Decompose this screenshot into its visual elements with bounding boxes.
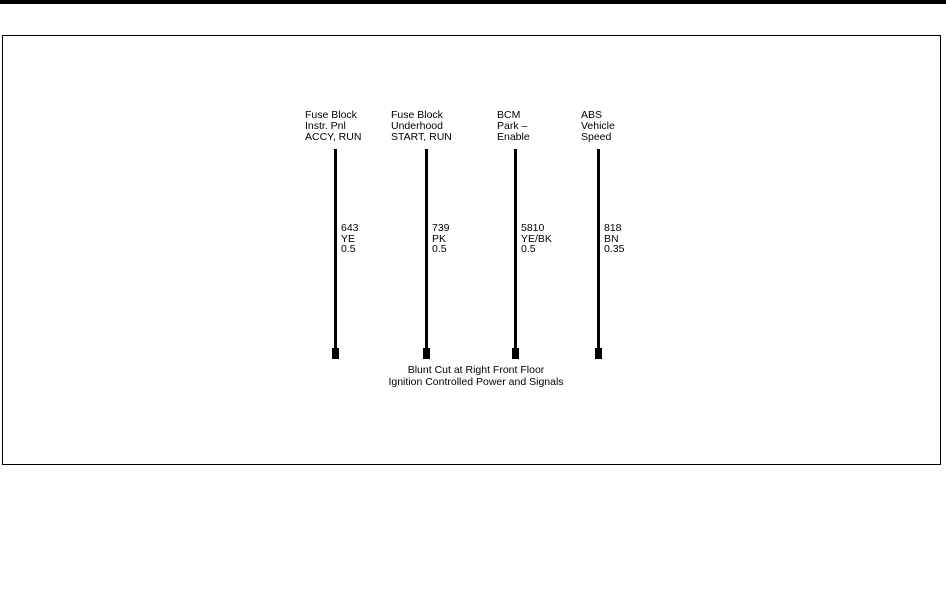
diagram-caption [376, 365, 576, 388]
circuit-2-wire-info [432, 223, 450, 255]
circuit-2-wire [425, 149, 428, 349]
circuit-2-source-line-1: Fuse Block [391, 109, 443, 121]
circuit-3-wire-info [521, 223, 552, 255]
circuit-3-source-line-1: BCM [497, 109, 521, 121]
circuit-3-number: 5810 [521, 222, 545, 234]
top-rule [0, 0, 946, 4]
circuit-1-number: 643 [341, 222, 359, 234]
circuit-3-size: 0.5 [521, 243, 536, 255]
circuit-1-color: YE [341, 232, 356, 245]
circuit-2-number: 739 [432, 222, 450, 234]
caption-line-1: Blunt Cut at Right Front Floor [407, 364, 545, 376]
circuit-1-source-line-2: Instr. Pnl [305, 120, 346, 132]
circuit-2-color: PK [432, 232, 447, 245]
circuit-4-terminal [595, 348, 602, 359]
circuit-1-size: 0.5 [341, 243, 356, 255]
circuit-2-size: 0.5 [432, 243, 447, 255]
circuit-4-number: 818 [604, 222, 622, 234]
circuit-4-wire-info [604, 223, 624, 255]
circuit-2-terminal [423, 348, 430, 359]
circuit-1-wire-info [341, 223, 359, 255]
circuit-4-wire [597, 149, 600, 349]
circuit-3-wire [514, 149, 517, 349]
circuit-4-color: BN [604, 232, 619, 245]
circuit-4-source-label [581, 110, 615, 143]
circuit-4-source-line-1: ABS [581, 109, 603, 121]
circuit-1-wire [334, 149, 337, 349]
circuit-3-terminal [512, 348, 519, 359]
circuit-2-source-line-3: START, RUN [391, 131, 452, 143]
circuit-2-source-line-2: Underhood [391, 120, 443, 132]
diagram-frame [2, 35, 941, 465]
circuit-1-source-line-1: Fuse Block [305, 109, 357, 121]
circuit-3-source-line-3: Enable [497, 131, 530, 143]
circuit-2-source-label [391, 110, 452, 143]
circuit-3-source-label [497, 110, 530, 143]
circuit-1-source-line-3: ACCY, RUN [305, 131, 362, 143]
circuit-4-size: 0.35 [604, 243, 625, 255]
circuit-4-source-line-3: Speed [581, 131, 612, 143]
circuit-4-source-line-2: Vehicle [581, 120, 615, 132]
circuit-1-terminal [332, 348, 339, 359]
circuit-1-source-label [305, 110, 361, 143]
caption-line-2: Ignition Controlled Power and Signals [388, 375, 564, 388]
circuit-3-color: YE/BK [521, 232, 552, 245]
circuit-3-source-line-2: Park – [497, 120, 528, 132]
